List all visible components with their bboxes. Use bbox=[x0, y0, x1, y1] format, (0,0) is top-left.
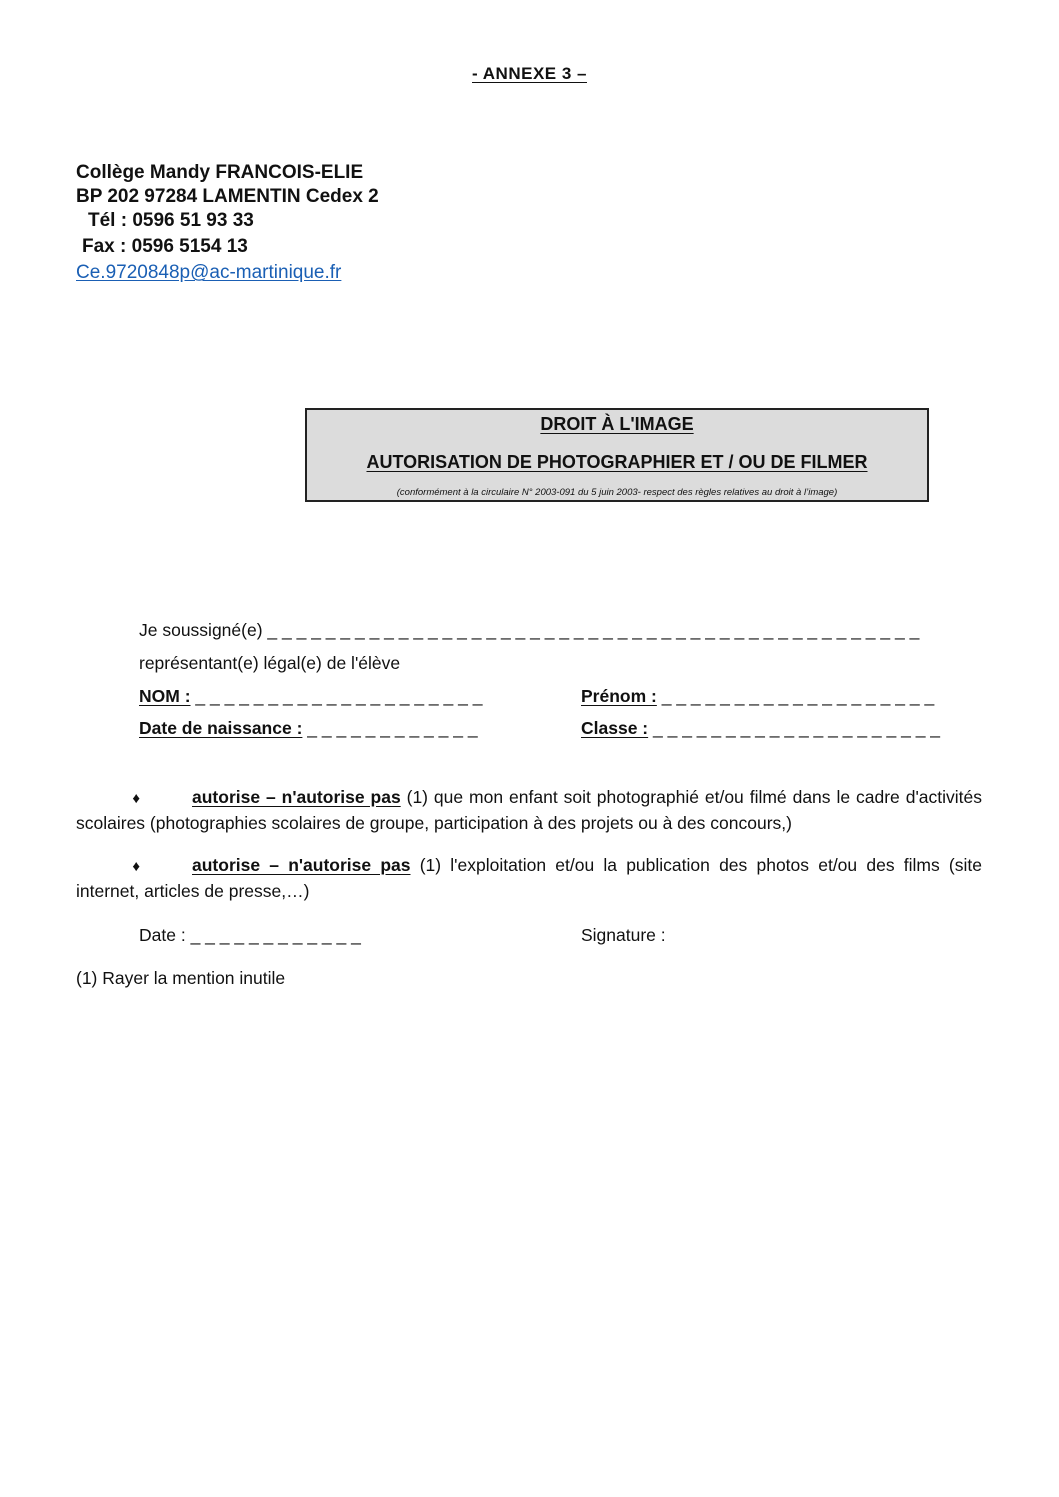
annex-title: - ANNEXE 3 – bbox=[472, 64, 587, 83]
undersigned-field[interactable]: _ _ _ _ _ _ _ _ _ _ _ _ _ _ _ _ _ _ _ _ _ _ _ _ _ _ _ _ _ _ _ _ _ _ _ _ _ _ _ _ _ _ _ _ _ bbox=[267, 620, 920, 640]
authorization-2-text: (1) l'exploitation et/ou la publication des photos et/ou des films (site internet, articles de presse,…) bbox=[76, 855, 982, 901]
authorization-1 bbox=[76, 785, 982, 835]
undersigned-row bbox=[139, 620, 919, 641]
authorization-1-choice[interactable]: autorise – n'autorise pas bbox=[192, 787, 401, 807]
school-phone: Tél : 0596 51 93 33 bbox=[88, 210, 254, 231]
classe-field[interactable]: _ _ _ _ _ _ _ _ _ _ _ _ _ _ _ _ _ _ _ _ bbox=[653, 718, 941, 738]
diamond-bullet-icon: ♦ bbox=[132, 858, 140, 875]
prenom-row bbox=[581, 686, 934, 707]
prenom-label: Prénom : bbox=[581, 686, 657, 706]
school-name: Collège Mandy FRANCOIS-ELIE bbox=[76, 162, 364, 183]
representative-label: représentant(e) légal(e) de l'élève bbox=[139, 653, 401, 673]
nom-row bbox=[139, 686, 482, 707]
title-autorisation: AUTORISATION DE PHOTOGRAPHIER ET / OU DE FILMER bbox=[366, 452, 868, 472]
classe-label: Classe : bbox=[581, 718, 649, 738]
dob-row bbox=[139, 718, 478, 739]
date-label: Date : bbox=[139, 925, 186, 945]
date-row bbox=[139, 925, 361, 946]
authorization-2-choice[interactable]: autorise – n'autorise pas bbox=[192, 855, 411, 875]
nom-field[interactable]: _ _ _ _ _ _ _ _ _ _ _ _ _ _ _ _ _ _ _ _ bbox=[195, 686, 483, 706]
authorization-1-text: (1) que mon enfant soit photographié et/ou filmé dans le cadre d'activités scolaires (photographies scolaires de groupe, participation à des projets ou à des concours,) bbox=[76, 787, 982, 833]
nom-label: NOM : bbox=[139, 686, 191, 706]
undersigned-label: Je soussigné(e) bbox=[139, 620, 263, 640]
dob-field[interactable]: _ _ _ _ _ _ _ _ _ _ _ _ bbox=[307, 718, 478, 738]
school-email-link[interactable]: Ce.9720848p@ac-martinique.fr bbox=[76, 262, 342, 283]
classe-row bbox=[581, 718, 940, 739]
school-fax: Fax : 0596 5154 13 bbox=[82, 236, 248, 257]
school-address: BP 202 97284 LAMENTIN Cedex 2 bbox=[76, 186, 379, 207]
title-droit-image: DROIT À L'IMAGE bbox=[540, 414, 694, 434]
prenom-field[interactable]: _ _ _ _ _ _ _ _ _ _ _ _ _ _ _ _ _ _ _ bbox=[661, 686, 935, 706]
authorization-2 bbox=[76, 853, 982, 903]
footnote: (1) Rayer la mention inutile bbox=[76, 968, 286, 988]
date-field[interactable]: _ _ _ _ _ _ _ _ _ _ _ _ bbox=[190, 925, 361, 945]
diamond-bullet-icon: ♦ bbox=[132, 790, 140, 807]
title-box bbox=[305, 408, 929, 502]
title-note: (conformément à la circulaire N° 2003-091 du 5 juin 2003- respect des règles relatives au droit à l’image) bbox=[396, 487, 838, 498]
signature-label: Signature : bbox=[581, 925, 666, 945]
dob-label: Date de naissance : bbox=[139, 718, 303, 738]
